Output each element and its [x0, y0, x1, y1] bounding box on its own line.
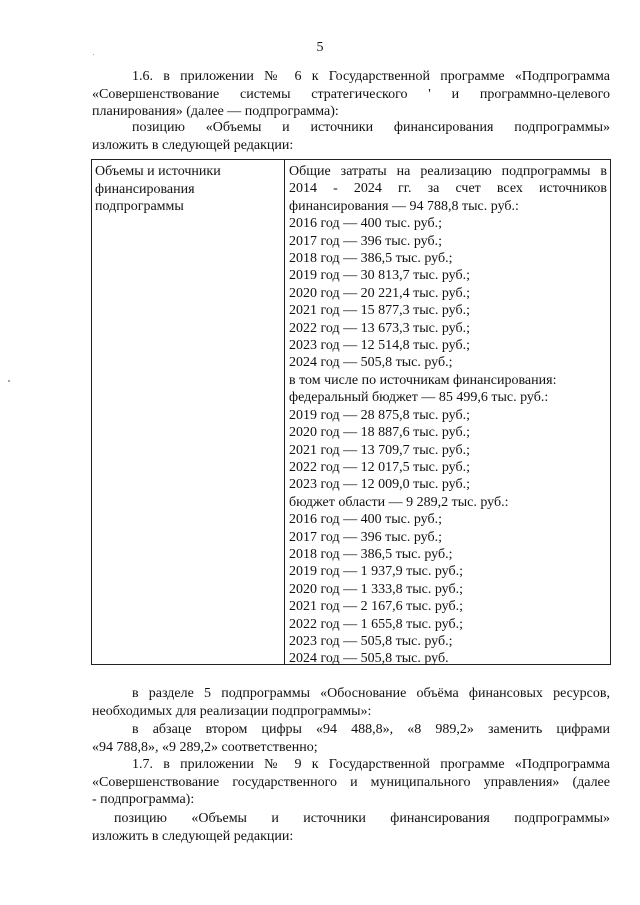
right-cell-line: 2020 год — 20 221,4 тыс. руб.;: [289, 285, 470, 301]
left-cell-line: финансирования: [95, 181, 195, 197]
right-cell-line: 2021 год — 2 167,6 тыс. руб.;: [289, 599, 463, 615]
right-cell-line: 2019 год — 30 813,7 тыс. руб.;: [289, 268, 470, 284]
instruction-paragraph-2: [92, 810, 610, 845]
right-cell-line: 2022 год — 12 017,5 тыс. руб.;: [289, 459, 470, 475]
paragraph-line: позицию «Объемы и источники финансирования подпрограммы»: [114, 811, 610, 826]
right-cell-line: 2022 год — 13 673,3 тыс. руб.;: [289, 320, 470, 336]
table-left-cell: [95, 163, 280, 216]
scan-speck: [93, 54, 94, 55]
right-cell-line: 2020 год — 18 887,6 тыс. руб.;: [289, 425, 470, 441]
right-cell-line: 2019 год — 28 875,8 тыс. руб.;: [289, 407, 470, 423]
right-cell-line: 2016 год — 400 тыс. руб.;: [289, 512, 442, 528]
replacement-paragraph: [92, 721, 610, 756]
right-cell-line: 2023 год — 505,8 тыс. руб.;: [289, 633, 453, 649]
table-right-cell: [289, 163, 607, 668]
right-cell-line: 2022 год — 1 655,8 тыс. руб.;: [289, 616, 463, 632]
paragraph-line: 1.7. в приложении № 9 к Государственной программе «Подпрограмма: [132, 757, 610, 772]
right-cell-header-line: 2014 - 2024 гг. за счет всех источников: [289, 181, 607, 197]
scan-speck: [8, 380, 10, 382]
paragraph-line: изложить в следующей редакции:: [92, 828, 294, 844]
instruction-paragraph-1: [92, 119, 610, 154]
right-cell-line: федеральный бюджет — 85 499,6 тыс. руб.:: [289, 390, 549, 406]
paragraph-line: «94 788,8», «9 289,2» соответственно;: [92, 739, 318, 755]
right-cell-line: 2024 год — 505,8 тыс. руб.;: [289, 355, 453, 371]
table-column-divider: [284, 160, 285, 664]
paragraph-line: изложить в следующей редакции:: [92, 137, 294, 153]
right-cell-line: 2024 год — 505,8 тыс. руб.: [289, 651, 449, 667]
left-cell-line: Объемы и источники: [95, 164, 221, 179]
right-cell-line: 2021 год — 15 877,3 тыс. руб.;: [289, 303, 470, 319]
left-cell-line: подпрограммы: [95, 199, 184, 214]
paragraph-line: - подпрограмма):: [92, 792, 195, 807]
paragraph-line: позицию «Объемы и источники финансирования подпрограммы»: [132, 120, 610, 135]
paragraph-line: «Совершенствование системы стратегического ' и программно-целевого: [92, 86, 610, 102]
paragraph-line: планирования» (далее — подпрограмма):: [92, 104, 339, 119]
right-cell-line: бюджет области — 9 289,2 тыс. руб.:: [289, 494, 509, 510]
paragraph-line: 1.6. в приложении № 6 к Государственной программе «Подпрограмма: [132, 69, 610, 84]
right-cell-line: 2017 год — 396 тыс. руб.;: [289, 529, 442, 545]
right-cell-line: 2023 год — 12 514,8 тыс. руб.;: [289, 338, 470, 354]
paragraph-line: «Совершенствование государственного и муниципального управления» (далее: [92, 774, 610, 790]
amendment-paragraph-1-6: [92, 68, 610, 121]
amendment-paragraph-1-7: [92, 756, 610, 809]
right-cell-line: 2017 год — 396 тыс. руб.;: [289, 233, 442, 249]
right-cell-line: 2018 год — 386,5 тыс. руб.;: [289, 546, 453, 562]
paragraph-line: в абзаце втором цифры «94 488,8», «8 989,2» заменить цифрами: [132, 722, 610, 737]
paragraph-line: в разделе 5 подпрограммы «Обоснование объёма финансовых ресурсов,: [132, 686, 610, 701]
right-cell-header-line: Общие затраты на реализацию подпрограммы в: [289, 164, 607, 179]
right-cell-line: 2018 год — 386,5 тыс. руб.;: [289, 251, 453, 267]
right-cell-line: 2021 год — 13 709,7 тыс. руб.;: [289, 442, 470, 458]
right-cell-line: 2020 год — 1 333,8 тыс. руб.;: [289, 581, 463, 597]
financing-table: [91, 159, 611, 665]
right-cell-line: финансирования — 94 788,8 тыс. руб.:: [289, 198, 519, 214]
right-cell-line: 2023 год — 12 009,0 тыс. руб.;: [289, 477, 470, 493]
section-5-paragraph: [92, 685, 610, 720]
right-cell-line: 2019 год — 1 937,9 тыс. руб.;: [289, 564, 463, 580]
paragraph-line: необходимых для реализации подпрограммы»:: [92, 703, 372, 719]
right-cell-line: в том числе по источникам финансирования:: [289, 372, 557, 388]
right-cell-line: 2016 год — 400 тыс. руб.;: [289, 216, 442, 232]
page-number: 5: [316, 40, 324, 55]
